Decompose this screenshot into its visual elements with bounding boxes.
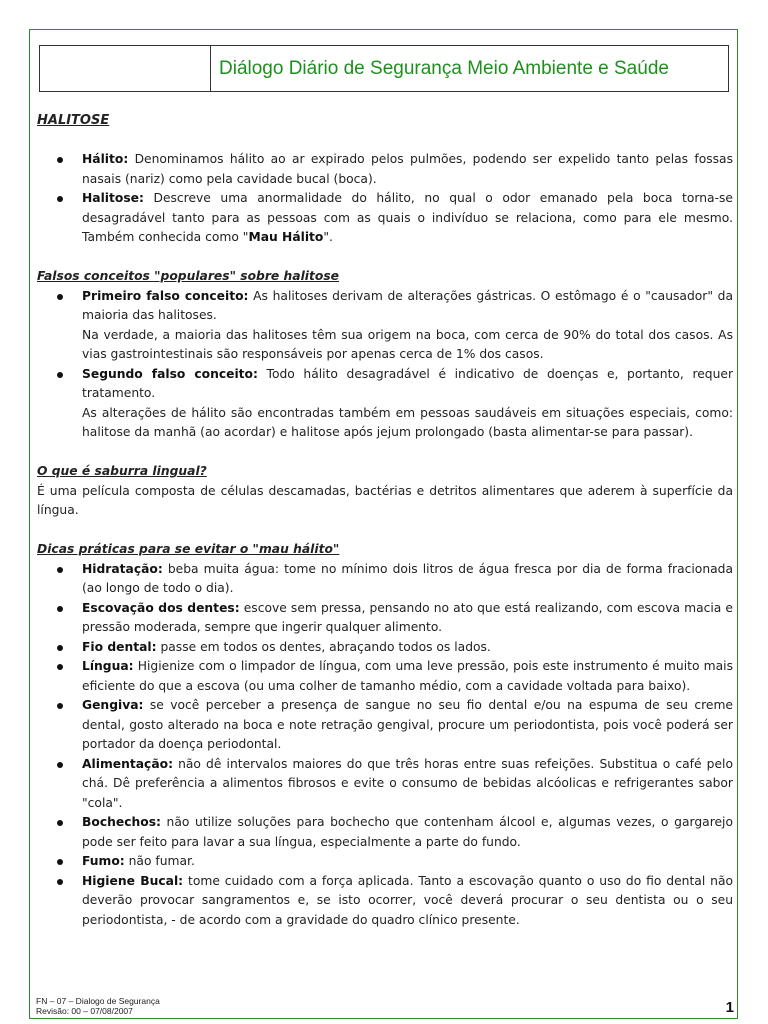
document-page [29,29,738,1019]
section-title-falsos-conceitos: Falsos conceitos "populares" sobre halitose [37,269,339,283]
list-item: Fio dental: passe em todos os dentes, abraçando todos os lados. [37,638,733,658]
list-item: Fumo: não fumar. [37,852,733,872]
list-item: Gengiva: se você perceber a presença de sangue no seu fio dental e/ou na espuma de seu creme dental, gosto alterado na boca e note retração gengival, procure um periodontista, pois você poderá ser portador da doença periodontal. [37,696,733,755]
list-item: Alimentação: não dê intervalos maiores do que três horas entre suas refeições. Substitua o café pelo chá. Dê preferência a alimentos fibrosos e evite o consumo de bebidas alcóolicas e refrigerantes sabor "cola". [37,755,733,814]
saburra-paragraph: É uma película composta de células descamadas, bactérias e detritos alimentares que aderem à superfície da língua. [37,483,733,517]
header-logo-cell [40,46,211,91]
list-item: Hálito: Denominamos hálito ao ar expirado pelos pulmões, podendo ser expelido tanto pelas fossas nasais (nariz) como pela cavidade bucal (boca). [37,150,733,189]
footer-revision: Revisão: 00 – 07/08/2007 [36,1006,133,1016]
list-item: Higiene Bucal: tome cuidado com a força aplicada. Tanto a escovação quanto o uso do fio dental não deverão provocar sangramentos e, se isto ocorrer, você deverá procurar o seu dentista ou o seu periodontista, - de acordo com a gravidade do quadro clínico presente. [37,872,733,931]
list-item: Halitose: Descreve uma anormalidade do hálito, no qual o odor emanado pela boca torna-se desagradável tanto para as pessoas com as quais o indivíduo se relaciona, como para ele mesmo. Também conhecida como "Mau Hálito". [37,189,733,248]
footer-document-code: FN – 07 – Dialogo de Segurança [36,996,160,1006]
section-title-halitose: HALITOSE [37,113,110,128]
falsos-conceitos-list [37,287,733,443]
list-item: Primeiro falso conceito: As halitoses derivam de alterações gástricas. O estômago é o "causador" da maioria das halitoses. Na verdade, a maioria das halitoses têm sua origem na boca, com cerca de 90% do total dos casos. As vias gastrointestinais são responsáveis por apenas cerca de 1% dos casos. [37,287,733,365]
page-number: 1 [725,999,734,1016]
list-item: Bochechos: não utilize soluções para bochecho que contenham álcool e, algumas vezes, o gargarejo pode ser feito para lavar a sua língua, especialmente a parte do fundo. [37,813,733,852]
halitose-list [37,150,733,248]
section-title-dicas: Dicas práticas para se evitar o "mau hálito" [37,542,340,556]
page-title: Diálogo Diário de Segurança Meio Ambiente e Saúde [219,57,669,79]
footer [36,996,732,1018]
list-item: Segundo falso conceito: Todo hálito desagradável é indicativo de doenças e, portanto, requer tratamento. As alterações de hálito são encontradas também em pessoas saudáveis em situações especiais, como: halitose da manhã (ao acordar) e halitose após jejum prolongado (basta alimentar-se para passar). [37,365,733,443]
list-item: Hidratação: beba muita água: tome no mínimo dois litros de água fresca por dia de forma fracionada (ao longo de todo o dia). [37,560,733,599]
list-item: Escovação dos dentes: escove sem pressa, pensando no ato que está realizando, com escova macia e pressão moderada, sempre que ingerir qualquer alimento. [37,599,733,638]
header-table [39,45,729,92]
list-item: Língua: Higienize com o limpador de língua, com uma leve pressão, pois este instrumento é muito mais eficiente do que a escova (ou uma colher de tamanho médio, com a cavidade voltada para baixo). [37,657,733,696]
section-title-saburra: O que é saburra lingual? [37,464,207,478]
dicas-list [37,560,733,931]
document-content [37,111,733,930]
